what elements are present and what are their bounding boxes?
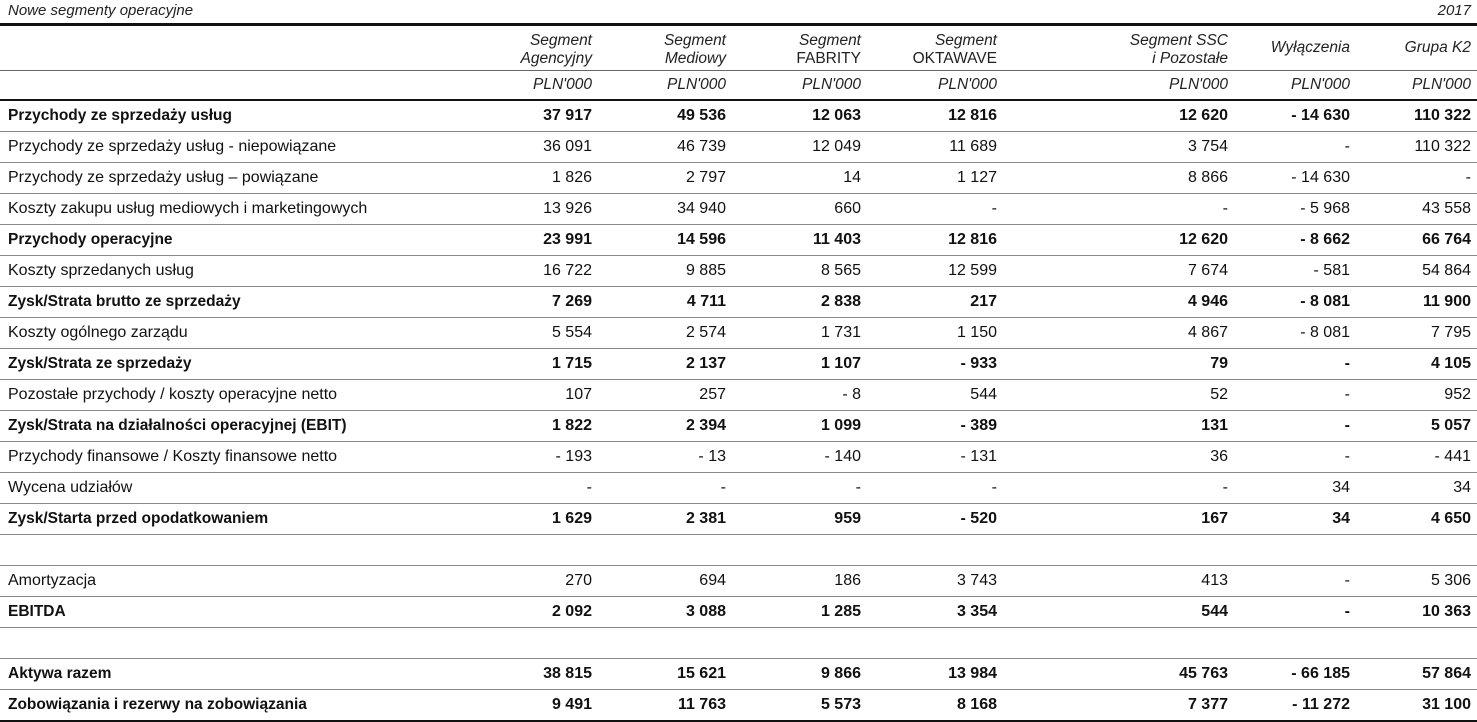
value-cell: 5 554 <box>420 318 598 349</box>
value-cell: 13 926 <box>420 194 598 225</box>
value-cell: 79 <box>1096 349 1234 380</box>
value-cell: 8 168 <box>867 690 1003 722</box>
value-cell: 7 795 <box>1356 318 1477 349</box>
value-cell: 9 491 <box>420 690 598 722</box>
value-cell: 16 722 <box>420 256 598 287</box>
value-cell: 186 <box>732 566 867 597</box>
unit-cell: PLN'000 <box>1096 71 1234 101</box>
value-cell: 660 <box>732 194 867 225</box>
value-cell: 9 885 <box>598 256 732 287</box>
row-label: Przychody ze sprzedaży usług <box>0 100 420 132</box>
value-cell: 46 739 <box>598 132 732 163</box>
value-cell: 14 596 <box>598 225 732 256</box>
value-cell: 1 822 <box>420 411 598 442</box>
value-cell: - <box>1234 349 1356 380</box>
value-cell: - 8 081 <box>1234 287 1356 318</box>
table-row <box>0 597 1477 628</box>
value-cell: - <box>732 473 867 504</box>
value-cell: 1 629 <box>420 504 598 535</box>
table-row <box>0 163 1477 194</box>
value-cell: 2 838 <box>732 287 867 318</box>
value-cell: 31 100 <box>1356 690 1477 722</box>
row-label: Przychody ze sprzedaży usług - niepowiązane <box>0 132 420 163</box>
col-header-oktawave: Segment OKTAWAVE <box>912 32 997 67</box>
value-cell: - 140 <box>732 442 867 473</box>
value-cell: 4 867 <box>1096 318 1234 349</box>
value-cell: - 8 662 <box>1234 225 1356 256</box>
value-cell: 34 <box>1234 473 1356 504</box>
value-cell: 5 306 <box>1356 566 1477 597</box>
value-cell: - 520 <box>867 504 1003 535</box>
row-label: Zysk/Strata brutto ze sprzedaży <box>0 287 420 318</box>
value-cell: 257 <box>598 380 732 411</box>
value-cell: 107 <box>420 380 598 411</box>
value-cell: 3 754 <box>1096 132 1234 163</box>
row-label: Zysk/Strata ze sprzedaży <box>0 349 420 380</box>
row-label: Amortyzacja <box>0 566 420 597</box>
value-cell: 9 866 <box>732 659 867 690</box>
table-row <box>0 287 1477 318</box>
table-row <box>0 256 1477 287</box>
table-row <box>0 411 1477 442</box>
column-header-row <box>0 26 1477 71</box>
value-cell: 4 105 <box>1356 349 1477 380</box>
value-cell: - <box>1234 566 1356 597</box>
value-cell: - 131 <box>867 442 1003 473</box>
value-cell: 5 057 <box>1356 411 1477 442</box>
value-cell: 45 763 <box>1096 659 1234 690</box>
value-cell: - 389 <box>867 411 1003 442</box>
value-cell: 2 092 <box>420 597 598 628</box>
value-cell: - <box>1356 163 1477 194</box>
value-cell: 2 381 <box>598 504 732 535</box>
value-cell: 1 715 <box>420 349 598 380</box>
table-row <box>0 442 1477 473</box>
value-cell: - <box>1234 597 1356 628</box>
report-header <box>0 0 1477 22</box>
table-row <box>0 690 1477 722</box>
value-cell: - <box>867 194 1003 225</box>
value-cell: 544 <box>1096 597 1234 628</box>
value-cell: 3 088 <box>598 597 732 628</box>
value-cell: 12 599 <box>867 256 1003 287</box>
table-row <box>0 566 1477 597</box>
unit-cell: PLN'000 <box>1234 71 1356 101</box>
col-header-fabrity: Segment FABRITY <box>796 32 861 67</box>
value-cell: 694 <box>598 566 732 597</box>
value-cell: 1 150 <box>867 318 1003 349</box>
row-label: Zysk/Strata na działalności operacyjnej (EBIT) <box>0 411 420 442</box>
value-cell: 110 322 <box>1356 100 1477 132</box>
value-cell: 1 099 <box>732 411 867 442</box>
value-cell: 1 285 <box>732 597 867 628</box>
value-cell: 959 <box>732 504 867 535</box>
row-label: Koszty ogólnego zarządu <box>0 318 420 349</box>
value-cell: 4 946 <box>1096 287 1234 318</box>
table-row <box>0 504 1477 535</box>
value-cell: - <box>1234 442 1356 473</box>
value-cell: 12 049 <box>732 132 867 163</box>
value-cell: 52 <box>1096 380 1234 411</box>
value-cell: - <box>1234 411 1356 442</box>
value-cell: 43 558 <box>1356 194 1477 225</box>
value-cell: 1 107 <box>732 349 867 380</box>
row-label: EBITDA <box>0 597 420 628</box>
value-cell: 2 797 <box>598 163 732 194</box>
value-cell: - 933 <box>867 349 1003 380</box>
value-cell: - 14 630 <box>1234 100 1356 132</box>
value-cell: 11 403 <box>732 225 867 256</box>
table-row <box>0 318 1477 349</box>
report-title: Nowe segmenty operacyjne <box>8 2 194 19</box>
value-cell: 7 269 <box>420 287 598 318</box>
value-cell: 13 984 <box>867 659 1003 690</box>
table-row <box>0 194 1477 225</box>
value-cell: 14 <box>732 163 867 194</box>
value-cell: 37 917 <box>420 100 598 132</box>
value-cell: 7 377 <box>1096 690 1234 722</box>
value-cell: 8 866 <box>1096 163 1234 194</box>
value-cell: 3 354 <box>867 597 1003 628</box>
row-label: Zysk/Starta przed opodatkowaniem <box>0 504 420 535</box>
value-cell: - 193 <box>420 442 598 473</box>
value-cell: 2 574 <box>598 318 732 349</box>
value-cell: - <box>1096 473 1234 504</box>
value-cell: - 8 <box>732 380 867 411</box>
value-cell: 23 991 <box>420 225 598 256</box>
value-cell: 34 <box>1356 473 1477 504</box>
value-cell: 8 565 <box>732 256 867 287</box>
col-header-ssc: Segment SSC i Pozostałe <box>1129 32 1228 67</box>
report-year: 2017 <box>1437 2 1471 19</box>
row-label: Przychody operacyjne <box>0 225 420 256</box>
table-row <box>0 349 1477 380</box>
value-cell: 57 864 <box>1356 659 1477 690</box>
value-cell: 12 063 <box>732 100 867 132</box>
value-cell: 4 711 <box>598 287 732 318</box>
value-cell: 12 816 <box>867 225 1003 256</box>
value-cell: 167 <box>1096 504 1234 535</box>
row-label: Aktywa razem <box>0 659 420 690</box>
value-cell: - 8 081 <box>1234 318 1356 349</box>
value-cell: - 5 968 <box>1234 194 1356 225</box>
row-label: Pozostałe przychody / koszty operacyjne netto <box>0 380 420 411</box>
row-label: Koszty sprzedanych usług <box>0 256 420 287</box>
unit-cell: PLN'000 <box>732 71 867 101</box>
row-label: Przychody ze sprzedaży usług – powiązane <box>0 163 420 194</box>
value-cell: - <box>1234 132 1356 163</box>
value-cell: 1 127 <box>867 163 1003 194</box>
value-cell: 5 573 <box>732 690 867 722</box>
value-cell: - 581 <box>1234 256 1356 287</box>
segment-table <box>0 26 1477 722</box>
value-cell: 217 <box>867 287 1003 318</box>
value-cell: 1 826 <box>420 163 598 194</box>
value-cell: 270 <box>420 566 598 597</box>
value-cell: - 13 <box>598 442 732 473</box>
value-cell: 11 689 <box>867 132 1003 163</box>
col-header-agencyjny: Segment Agencyjny <box>520 32 592 67</box>
spacer-row <box>0 628 1477 659</box>
unit-row <box>0 71 1477 101</box>
value-cell: 2 137 <box>598 349 732 380</box>
value-cell: 1 731 <box>732 318 867 349</box>
value-cell: 952 <box>1356 380 1477 411</box>
row-label: Koszty zakupu usług mediowych i marketingowych <box>0 194 420 225</box>
unit-cell: PLN'000 <box>1356 71 1477 101</box>
table-row <box>0 473 1477 504</box>
value-cell: 12 816 <box>867 100 1003 132</box>
value-cell: 11 900 <box>1356 287 1477 318</box>
value-cell: 2 394 <box>598 411 732 442</box>
value-cell: 413 <box>1096 566 1234 597</box>
value-cell: - 441 <box>1356 442 1477 473</box>
value-cell: 66 764 <box>1356 225 1477 256</box>
table-row <box>0 380 1477 411</box>
value-cell: - 14 630 <box>1234 163 1356 194</box>
value-cell: - <box>1234 380 1356 411</box>
value-cell: 12 620 <box>1096 225 1234 256</box>
unit-cell: PLN'000 <box>598 71 732 101</box>
unit-cell: PLN'000 <box>420 71 598 101</box>
value-cell: - 11 272 <box>1234 690 1356 722</box>
value-cell: 38 815 <box>420 659 598 690</box>
col-header-mediowy: Segment Mediowy <box>663 32 726 67</box>
value-cell: - <box>420 473 598 504</box>
value-cell: 49 536 <box>598 100 732 132</box>
value-cell: 36 <box>1096 442 1234 473</box>
table-row <box>0 659 1477 690</box>
value-cell: 34 <box>1234 504 1356 535</box>
table-row <box>0 225 1477 256</box>
value-cell: - 66 185 <box>1234 659 1356 690</box>
value-cell: - <box>598 473 732 504</box>
row-label: Przychody finansowe / Koszty finansowe netto <box>0 442 420 473</box>
row-label: Wycena udziałów <box>0 473 420 504</box>
value-cell: 12 620 <box>1096 100 1234 132</box>
value-cell: 15 621 <box>598 659 732 690</box>
value-cell: 7 674 <box>1096 256 1234 287</box>
value-cell: - <box>867 473 1003 504</box>
col-header-grupa: Grupa K2 <box>1404 39 1471 56</box>
value-cell: 4 650 <box>1356 504 1477 535</box>
value-cell: 54 864 <box>1356 256 1477 287</box>
col-header-wylaczenia: Wyłączenia <box>1270 39 1350 56</box>
value-cell: 10 363 <box>1356 597 1477 628</box>
value-cell: 3 743 <box>867 566 1003 597</box>
value-cell: 11 763 <box>598 690 732 722</box>
value-cell: 34 940 <box>598 194 732 225</box>
value-cell: - <box>1096 194 1234 225</box>
value-cell: 110 322 <box>1356 132 1477 163</box>
row-label: Zobowiązania i rezerwy na zobowiązania <box>0 690 420 722</box>
value-cell: 544 <box>867 380 1003 411</box>
table-row <box>0 132 1477 163</box>
table-row <box>0 100 1477 132</box>
value-cell: 36 091 <box>420 132 598 163</box>
unit-cell: PLN'000 <box>867 71 1003 101</box>
spacer-row <box>0 535 1477 566</box>
value-cell: 131 <box>1096 411 1234 442</box>
